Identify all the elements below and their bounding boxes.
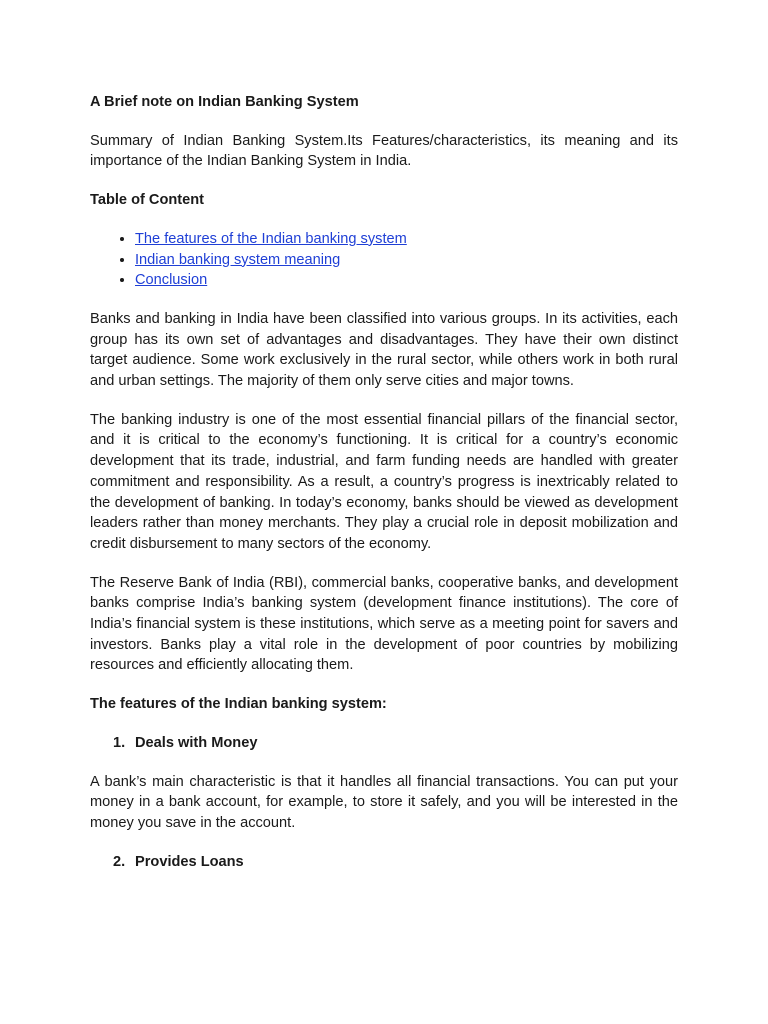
toc-item bbox=[135, 229, 678, 250]
body-paragraph-classification: Banks and banking in India have been classified into various groups. In its activities, each group has its own set of advantages and disadvantages. They have their own distinct target audience. Some work exclusively in the rural sector, while others work in both rural and urban settings. The majority of them only serve cities and major towns. bbox=[90, 310, 678, 390]
feature-1-title: Deals with Money bbox=[135, 734, 258, 751]
feature-1-heading bbox=[90, 733, 678, 754]
feature-2-heading bbox=[90, 852, 678, 873]
toc-item bbox=[135, 250, 678, 271]
toc-list bbox=[90, 229, 678, 291]
toc-link-meaning[interactable]: Indian banking system meaning bbox=[135, 251, 341, 268]
feature-2-number: 2. bbox=[113, 853, 126, 870]
feature-2-title: Provides Loans bbox=[135, 853, 244, 870]
document-title: A Brief note on Indian Banking System bbox=[90, 94, 359, 110]
body-paragraph-composition: The Reserve Bank of India (RBI), commercial banks, cooperative banks, and development banks comprise India’s banking system (development finance institutions). The core of India’s financial system is these institutions, which serve as a meeting point for savers and investors. Banks play a vital role in the development of poor countries by mobilizing resources and efficiently allocating them. bbox=[90, 574, 678, 674]
toc-heading: Table of Content bbox=[90, 192, 205, 209]
toc-link-features[interactable]: The features of the Indian banking system bbox=[135, 230, 407, 247]
feature-1-paragraph: A bank’s main characteristic is that it handles all financial transactions. You can put your money in a bank account, for example, to store it safely, and you will be interested in the money you save in the account. bbox=[90, 773, 678, 831]
toc-item bbox=[135, 270, 678, 291]
features-heading: The features of the Indian banking system: bbox=[90, 696, 387, 713]
summary-paragraph: Summary of Indian Banking System.Its Features/characteristics, its meaning and its importance of the Indian Banking System in India. bbox=[90, 132, 678, 170]
toc-link-conclusion[interactable]: Conclusion bbox=[135, 272, 208, 289]
body-paragraph-importance: The banking industry is one of the most essential financial pillars of the financial sector, and it is critical to the economy’s functioning. It is critical for a country’s economic development that its trade, industrial, and farm funding needs are handled with greater commitment and responsibility. As a result, a country’s progress is inextricably related to the development of banking. In today’s economy, banks should be viewed as development leaders rather than money merchants. They play a crucial role in deposit mobilization and credit disbursement to many sectors of the economy. bbox=[90, 411, 678, 552]
feature-1-number: 1. bbox=[113, 734, 126, 751]
